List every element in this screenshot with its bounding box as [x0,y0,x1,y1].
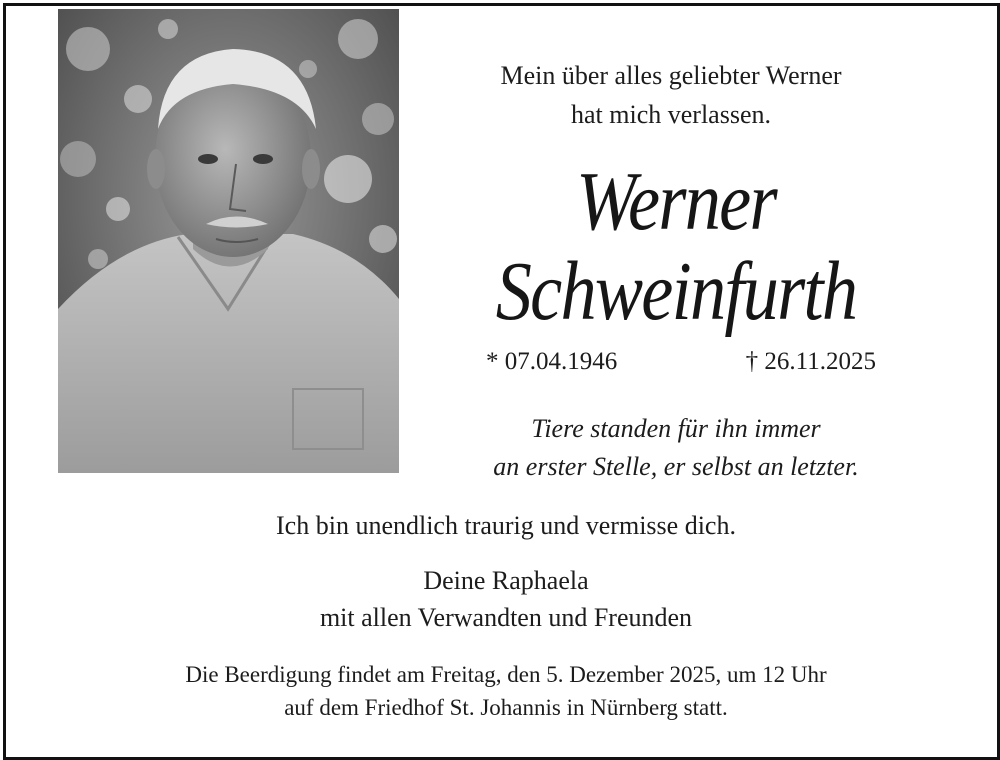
intro-line-2: hat mich verlassen. [571,100,771,129]
grief-line: Ich bin unendlich traurig und vermisse dich. [276,511,736,540]
intro-text [426,56,916,134]
obituary-notice [3,3,1000,760]
deceased-first-name: Werner [576,155,776,248]
portrait-photo [58,9,399,473]
signature [6,562,1000,636]
birth-date: * 07.04.1946 [486,348,618,375]
funeral-line-1: Die Beerdigung findet am Freitag, den 5. Dezember 2025, um 12 Uhr [185,662,827,687]
intro-line-1: Mein über alles geliebter Werner [500,61,842,90]
deceased-last-name: Schweinfurth [495,245,857,338]
motto-line-1: Tiere standen für ihn immer [531,414,821,443]
signature-line-1: Deine Raphaela [423,566,589,595]
motto-line-2: an erster Stelle, er selbst an letzter. [493,452,859,481]
signature-line-2: mit allen Verwandten und Freunden [319,603,693,632]
life-dates [486,348,886,388]
motto [426,410,926,486]
funeral-info [6,658,1000,724]
funeral-line-2: auf dem Friedhof St. Johannis in Nürnberg statt. [284,695,728,720]
death-date: † 26.11.2025 [745,348,876,375]
